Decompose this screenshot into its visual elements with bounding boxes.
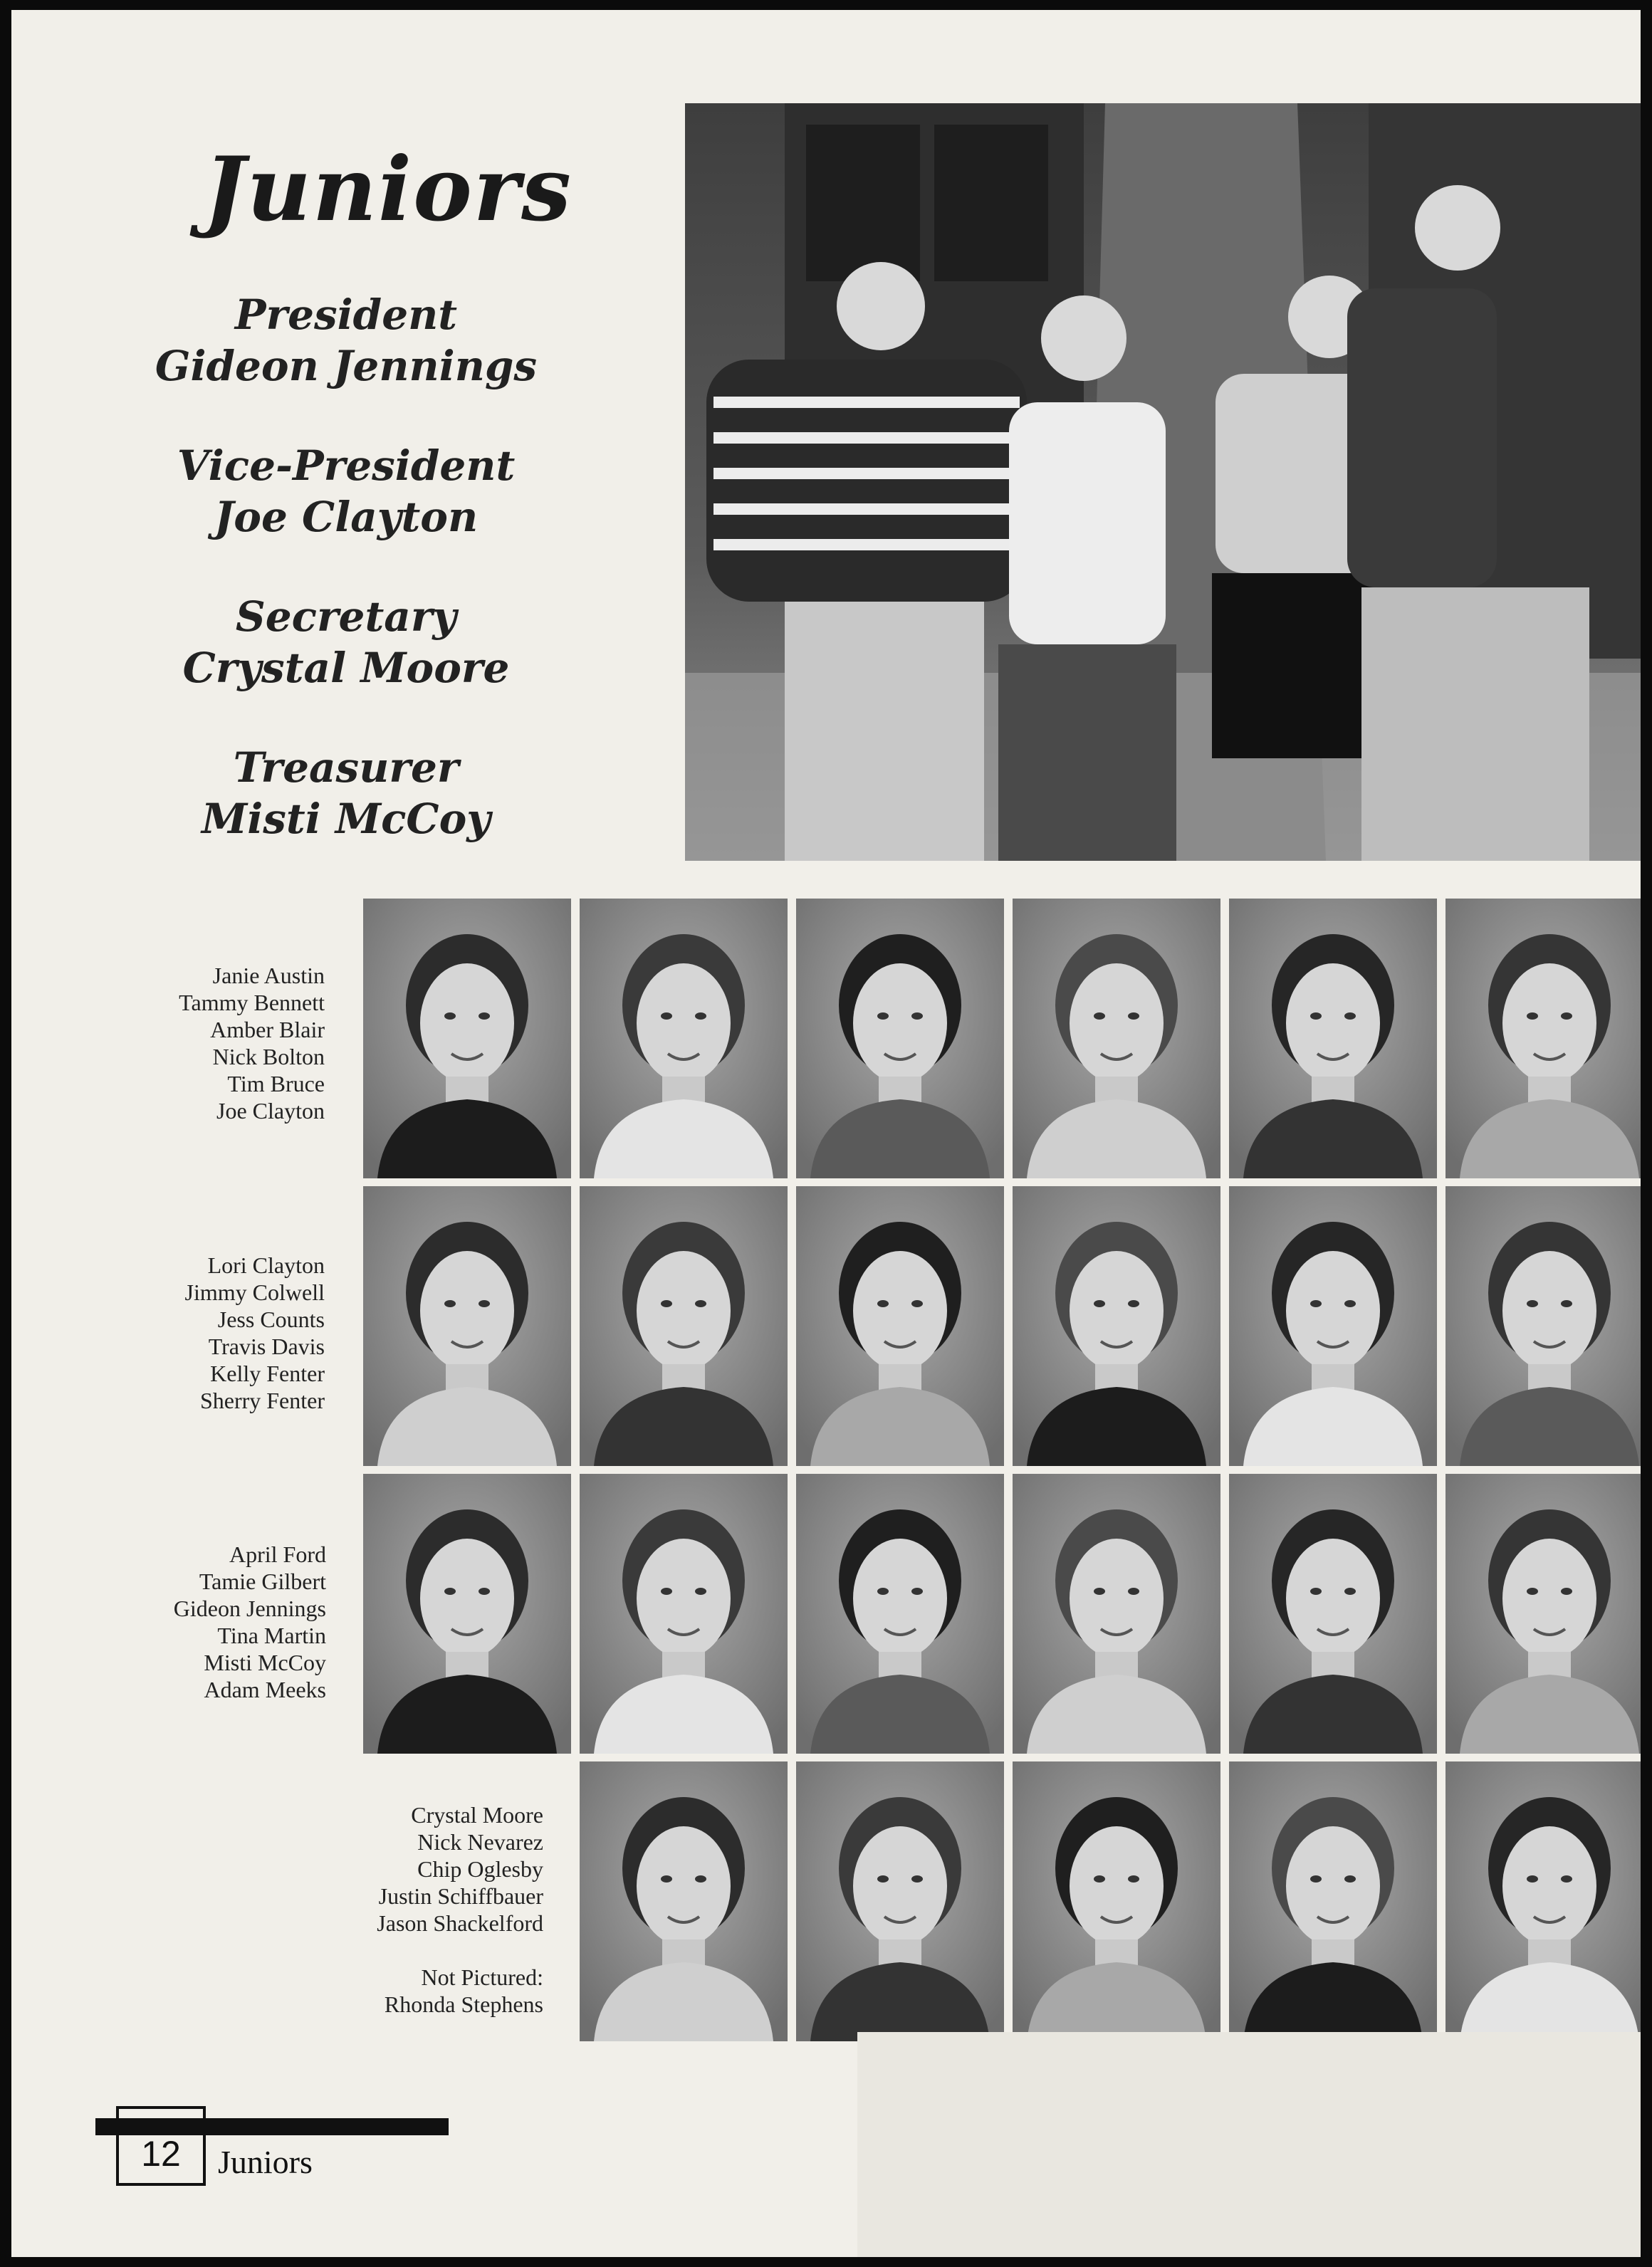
row-1-names [54,962,325,1124]
student-portrait [1446,1186,1641,1466]
student-portrait [796,899,1004,1178]
student-portrait [1229,1761,1437,2041]
officer-secretary [111,591,581,693]
student-portrait [796,1474,1004,1754]
section-title: Juniors [204,138,573,241]
student-name: Jess Counts [217,1307,325,1332]
student-portrait [1229,1186,1437,1466]
student-name: Gideon Jennings [173,1596,326,1621]
row-2-names [54,1252,325,1414]
officers-list [111,289,581,893]
student-portrait [1446,899,1641,1178]
student-portrait [1013,1474,1220,1754]
student-portrait [1013,1186,1220,1466]
student-name: Adam Meeks [204,1677,326,1702]
student-name: Jason Shackelford [377,1910,543,1936]
student-portrait [580,1761,788,2041]
student-name: Justin Schiffbauer [378,1883,543,1909]
student-name: Tammy Bennett [179,990,325,1015]
not-pictured-name: Rhonda Stephens [384,1991,543,2017]
student-name: Kelly Fenter [210,1361,325,1386]
student-portrait [1229,899,1437,1178]
student-name: Nick Nevarez [417,1829,543,1855]
student-portrait [1446,1474,1641,1754]
student-portrait [363,1474,571,1754]
officer-title: Treasurer [233,743,459,792]
student-name: Tina Martin [217,1623,326,1648]
student-name: Chip Oglesby [417,1856,543,1882]
student-portrait [1446,1761,1641,2041]
row-3-names [54,1541,326,1703]
student-name: Travis Davis [208,1334,325,1359]
officer-treasurer [111,742,581,844]
student-name: Jimmy Colwell [184,1279,325,1305]
row-4-names [268,1801,543,2018]
student-name: Tim Bruce [227,1071,325,1096]
officers-group-photo [685,103,1641,861]
student-name: Amber Blair [210,1017,325,1042]
officer-title: President [234,290,458,339]
officer-president [111,289,581,392]
student-portrait [1013,899,1220,1178]
student-portrait [580,1186,788,1466]
student-name: Misti McCoy [204,1650,326,1675]
student-portrait [1229,1474,1437,1754]
student-name: Crystal Moore [411,1802,543,1828]
yearbook-page [11,10,1641,2257]
not-pictured-label: Not Pictured: [421,1964,543,1990]
student-portrait [580,1474,788,1754]
student-portrait [363,1186,571,1466]
student-name: Janie Austin [212,963,325,988]
officer-vice-president [111,440,581,543]
student-portrait [1013,1761,1220,2041]
officer-name: Gideon Jennings [155,342,538,390]
officer-name: Misti McCoy [202,795,491,843]
officer-name: Joe Clayton [214,493,479,541]
student-portrait [363,899,571,1178]
student-portrait [580,899,788,1178]
student-name: April Ford [229,1541,326,1567]
page-number: 12 [141,2134,181,2174]
officer-name: Crystal Moore [182,644,510,692]
page-shading [857,2032,1641,2257]
officer-title: Secretary [235,592,457,641]
student-name: Lori Clayton [207,1252,325,1278]
student-portrait [796,1761,1004,2041]
student-name: Tamie Gilbert [199,1569,326,1594]
student-name: Nick Bolton [212,1044,325,1069]
footer-section-label: Juniors [218,2144,313,2180]
student-name: Joe Clayton [216,1098,325,1124]
student-portrait [796,1186,1004,1466]
officer-title: Vice-President [177,441,516,490]
student-name: Sherry Fenter [199,1388,325,1413]
